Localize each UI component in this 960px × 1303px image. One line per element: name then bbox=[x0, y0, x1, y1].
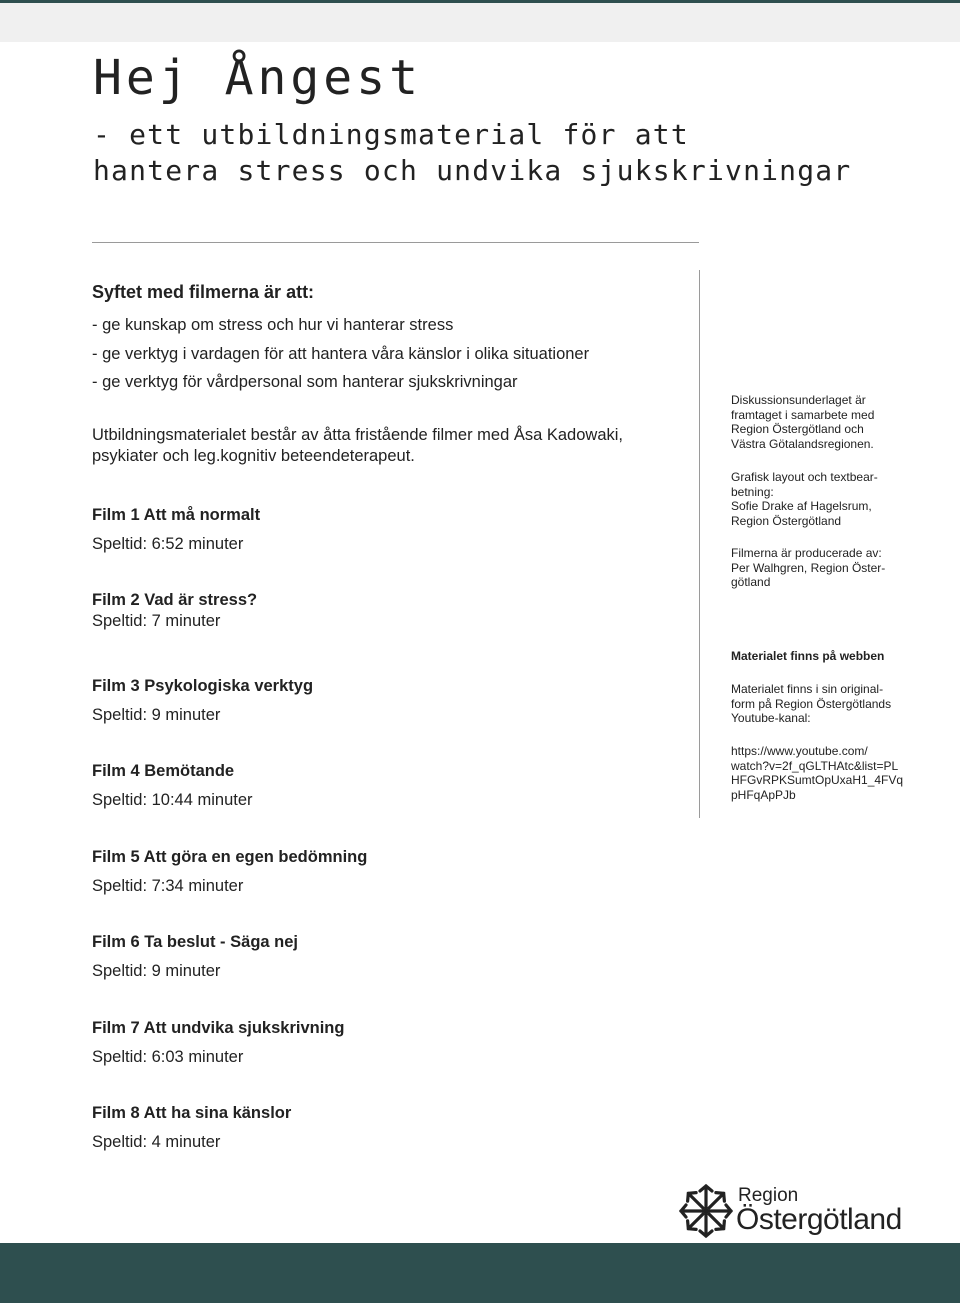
film-entry bbox=[92, 847, 692, 896]
intro-paragraph: Utbildningsmaterialet består av åtta fristående filmer med Åsa Kadowaki, psykiater och leg.kognitiv beteendeterapeut. bbox=[92, 425, 624, 465]
producer-line: götland bbox=[731, 575, 771, 589]
region-logo bbox=[678, 1183, 918, 1241]
film-duration: Speltid: 7:34 minuter bbox=[92, 877, 244, 895]
discussion-line: Diskussionsunderlaget är bbox=[731, 393, 866, 407]
film-entry bbox=[92, 676, 692, 725]
web-heading-block bbox=[731, 649, 931, 664]
film-title: Film 6 Ta beslut - Säga nej bbox=[92, 933, 298, 951]
discussion-line: framtaget i samarbete med bbox=[731, 407, 875, 422]
subtitle-line-2: hantera stress och undvika sjukskrivningar bbox=[93, 154, 852, 187]
web-text bbox=[731, 682, 931, 726]
flower-emblem-icon bbox=[678, 1183, 734, 1239]
film-entry bbox=[92, 505, 692, 554]
discussion-note bbox=[731, 393, 931, 451]
layout-line: Region Östergötland bbox=[731, 513, 842, 528]
film-duration: Speltid: 7 minuter bbox=[92, 612, 221, 630]
layout-credit bbox=[731, 470, 931, 528]
film-entry bbox=[92, 1018, 692, 1067]
film-title: Film 4 Bemötande bbox=[92, 762, 235, 780]
bottom-band bbox=[0, 1243, 960, 1303]
film-duration: Speltid: 6:03 minuter bbox=[92, 1048, 244, 1066]
logo-text-name: Östergötland bbox=[736, 1203, 902, 1236]
top-band bbox=[0, 0, 960, 42]
film-duration: Speltid: 4 minuter bbox=[92, 1133, 221, 1151]
url-line[interactable]: HFGvRPKSumtOpUxaH1_4FVq bbox=[731, 773, 904, 787]
web-text-line: form på Region Östergötlands bbox=[731, 696, 892, 711]
producer-line: Per Walhgren, Region Öster- bbox=[731, 560, 886, 575]
layout-line: Sofie Drake af Hagelsrum, bbox=[731, 499, 872, 513]
vertical-divider bbox=[699, 270, 700, 818]
film-entry bbox=[92, 590, 692, 631]
film-duration: Speltid: 10:44 minuter bbox=[92, 791, 253, 809]
url-line[interactable]: https://www.youtube.com/ bbox=[731, 744, 868, 758]
purpose-heading: Syftet med filmerna är att: bbox=[92, 282, 315, 302]
film-entry bbox=[92, 932, 692, 981]
horizontal-divider bbox=[92, 242, 699, 243]
web-text-line: Materialet finns i sin original- bbox=[731, 682, 884, 696]
film-entry bbox=[92, 1103, 692, 1152]
url-line[interactable]: pHFqApPJb bbox=[731, 787, 796, 802]
purpose-item: - ge verktyg för vårdpersonal som hanterar sjukskrivningar bbox=[92, 373, 518, 391]
page-title: Hej Ångest bbox=[93, 50, 422, 106]
film-title: Film 5 Att göra en egen bedömning bbox=[92, 848, 368, 866]
logo-text-region: Region bbox=[738, 1185, 799, 1206]
film-duration: Speltid: 9 minuter bbox=[92, 962, 221, 980]
layout-line: betning: bbox=[731, 484, 774, 499]
youtube-url[interactable] bbox=[731, 744, 931, 802]
discussion-line: Region Östergötland och bbox=[731, 422, 864, 436]
producer-credit bbox=[731, 546, 931, 590]
top-accent-line bbox=[0, 0, 960, 3]
purpose-item: - ge verktyg i vardagen för att hantera våra känslor i olika situationer bbox=[92, 344, 590, 363]
film-title: Film 7 Att undvika sjukskrivning bbox=[92, 1019, 345, 1037]
film-duration: Speltid: 9 minuter bbox=[92, 706, 221, 724]
purpose-list bbox=[92, 311, 692, 397]
url-line[interactable]: watch?v=2f_qGLTHAtc&list=PL bbox=[731, 758, 899, 773]
purpose-item: - ge kunskap om stress och hur vi hanterar stress bbox=[92, 316, 454, 334]
film-title: Film 2 Vad är stress? bbox=[92, 591, 258, 609]
main-column bbox=[92, 282, 692, 467]
film-duration: Speltid: 6:52 minuter bbox=[92, 535, 244, 553]
discussion-line: Västra Götalandsregionen. bbox=[731, 436, 874, 451]
film-title: Film 3 Psykologiska verktyg bbox=[92, 677, 314, 695]
film-title: Film 1 Att må normalt bbox=[92, 506, 261, 524]
layout-line: Grafisk layout och textbear- bbox=[731, 470, 878, 484]
producer-line: Filmerna är producerade av: bbox=[731, 546, 882, 560]
web-heading: Materialet finns på webben bbox=[731, 649, 885, 663]
film-title: Film 8 Att ha sina känslor bbox=[92, 1104, 292, 1122]
subtitle-line-1: - ett utbildningsmaterial för att bbox=[93, 118, 689, 151]
film-entry bbox=[92, 761, 692, 810]
page-subtitle bbox=[93, 117, 913, 189]
web-text-line: Youtube-kanal: bbox=[731, 711, 811, 725]
